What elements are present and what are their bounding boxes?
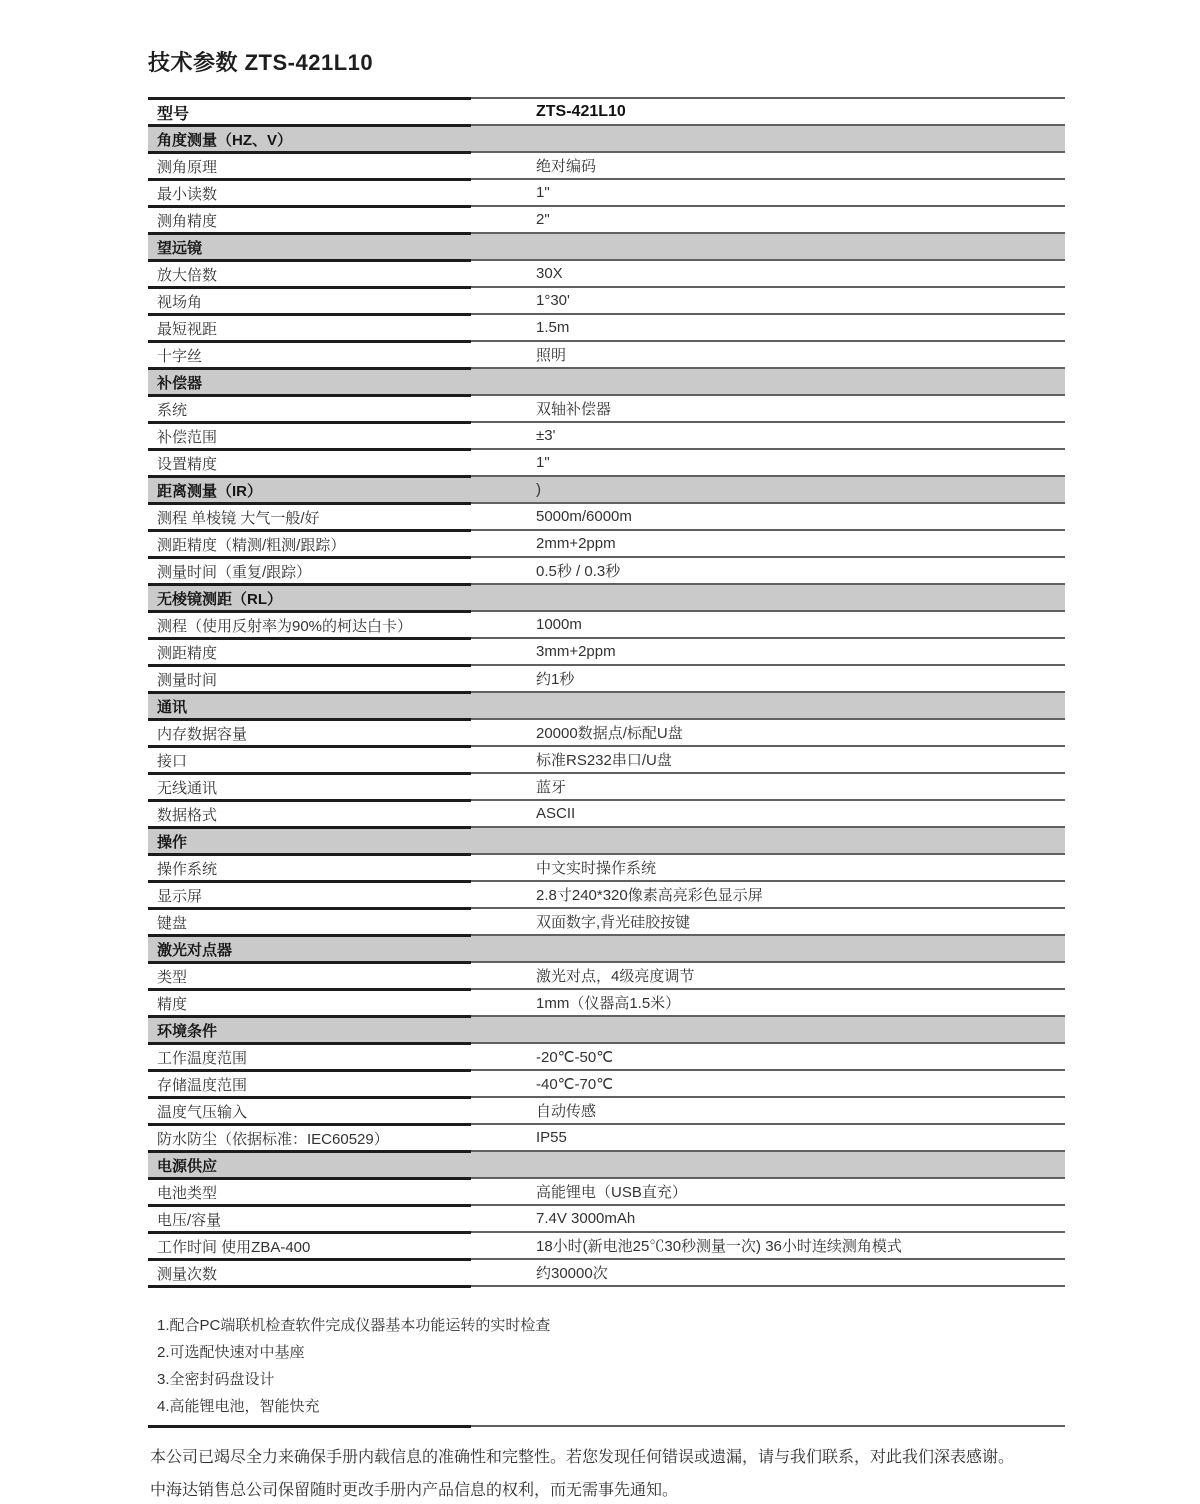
table-row — [148, 394, 1065, 421]
spec-value: 双面数字,背光硅胶按键 — [471, 907, 1065, 934]
spec-label: 键盘 — [148, 907, 471, 934]
table-row — [148, 1231, 1065, 1258]
table-row — [148, 1177, 1065, 1204]
spec-value — [471, 583, 1065, 610]
table-row — [148, 556, 1065, 583]
spec-value: 1" — [471, 178, 1065, 205]
section-row — [148, 934, 1065, 961]
table-row — [148, 988, 1065, 1015]
spec-value: 0.5秒 / 0.3秒 — [471, 556, 1065, 583]
spec-label: 补偿器 — [148, 367, 471, 394]
spec-label: 工作时间 使用ZBA-400 — [148, 1231, 471, 1258]
spec-value: 1mm（仪器高1.5米） — [471, 988, 1065, 1015]
table-row — [148, 97, 1065, 124]
table-bottom-border-right — [471, 1285, 1065, 1288]
table-row — [148, 340, 1065, 367]
spec-label: 环境条件 — [148, 1015, 471, 1042]
spec-value: 标准RS232串口/U盘 — [471, 745, 1065, 772]
table-row — [148, 880, 1065, 907]
table-row — [148, 502, 1065, 529]
table-row — [148, 1123, 1065, 1150]
section-row — [148, 1015, 1065, 1042]
table-row — [148, 1069, 1065, 1096]
spec-label: 激光对点器 — [148, 934, 471, 961]
spec-value: 1°30' — [471, 286, 1065, 313]
spec-value — [471, 1150, 1065, 1177]
footer-line: 中海达销售总公司保留随时更改手册内产品信息的权利，而无需事先通知。 — [150, 1482, 679, 1499]
spec-label: 型号 — [148, 97, 471, 124]
spec-value: 约1秒 — [471, 664, 1065, 691]
section-row — [148, 1150, 1065, 1177]
spec-label: 温度气压输入 — [148, 1096, 471, 1123]
section-row — [148, 826, 1065, 853]
footer-line: 本公司已竭尽全力来确保手册内载信息的准确性和完整性。若您发现任何错误或遗漏，请与我们联系，对此我们深表感谢。 — [150, 1449, 1015, 1466]
spec-label: 系统 — [148, 394, 471, 421]
notes-list — [157, 1312, 550, 1420]
table-row — [148, 772, 1065, 799]
spec-value: ZTS-421L10 — [471, 97, 1065, 124]
spec-value: 7.4V 3000mAh — [471, 1204, 1065, 1231]
spec-value: ASCII — [471, 799, 1065, 826]
spec-value: 3mm+2ppm — [471, 637, 1065, 664]
spec-label: 无线通讯 — [148, 772, 471, 799]
table-row — [148, 205, 1065, 232]
spec-label: 测量次数 — [148, 1258, 471, 1285]
spec-label: 数据格式 — [148, 799, 471, 826]
section-row — [148, 583, 1065, 610]
spec-label: 电源供应 — [148, 1150, 471, 1177]
spec-label: 视场角 — [148, 286, 471, 313]
spec-value: 双轴补偿器 — [471, 394, 1065, 421]
spec-value — [471, 1015, 1065, 1042]
spec-value — [471, 232, 1065, 259]
spec-value — [471, 934, 1065, 961]
table-row — [148, 664, 1065, 691]
spec-value: 20000数据点/标配U盘 — [471, 718, 1065, 745]
spec-value: 5000m/6000m — [471, 502, 1065, 529]
section-row — [148, 691, 1065, 718]
spec-label: 测程 单棱镜 大气一般/好 — [148, 502, 471, 529]
spec-value: 高能锂电（USB直充） — [471, 1177, 1065, 1204]
spec-label: 测距精度（精测/粗测/跟踪） — [148, 529, 471, 556]
spec-label: 类型 — [148, 961, 471, 988]
section-row — [148, 232, 1065, 259]
spec-value: ) — [471, 475, 1065, 502]
spec-value: 2mm+2ppm — [471, 529, 1065, 556]
spec-value: 1" — [471, 448, 1065, 475]
footer-divider — [148, 1425, 1065, 1428]
page-title: 技术参数 ZTS-421L10 — [148, 50, 374, 75]
spec-value: 自动传感 — [471, 1096, 1065, 1123]
table-row — [148, 313, 1065, 340]
note-item: 2.可选配快速对中基座 — [157, 1344, 305, 1361]
table-row — [148, 1258, 1065, 1285]
table-row — [148, 448, 1065, 475]
table-row — [148, 961, 1065, 988]
table-row — [148, 529, 1065, 556]
table-row — [148, 151, 1065, 178]
spec-value: 2" — [471, 205, 1065, 232]
spec-label: 通讯 — [148, 691, 471, 718]
table-row — [148, 637, 1065, 664]
spec-value: -20℃-50℃ — [471, 1042, 1065, 1069]
table-row — [148, 421, 1065, 448]
spec-label: 显示屏 — [148, 880, 471, 907]
table-row — [148, 610, 1065, 637]
spec-label: 操作系统 — [148, 853, 471, 880]
spec-value: 18小时(新电池25℃30秒测量一次) 36小时连续测角模式 — [471, 1231, 1065, 1258]
spec-label: 存储温度范围 — [148, 1069, 471, 1096]
spec-value: 激光对点，4级亮度调节 — [471, 961, 1065, 988]
spec-label: 测量时间 — [148, 664, 471, 691]
spec-table — [148, 97, 1065, 1288]
section-row — [148, 367, 1065, 394]
footer-text — [150, 1441, 1100, 1504]
spec-value: 蓝牙 — [471, 772, 1065, 799]
spec-label: 操作 — [148, 826, 471, 853]
table-bottom-border-left — [148, 1285, 471, 1288]
spec-label: 设置精度 — [148, 448, 471, 475]
note-item: 4.高能锂电池，智能快充 — [157, 1398, 320, 1415]
spec-label: 角度测量（HZ、V） — [148, 124, 471, 151]
table-row — [148, 745, 1065, 772]
spec-label: 测量时间（重复/跟踪） — [148, 556, 471, 583]
spec-label: 内存数据容量 — [148, 718, 471, 745]
spec-label: 最短视距 — [148, 313, 471, 340]
spec-label: 电压/容量 — [148, 1204, 471, 1231]
spec-label: 最小读数 — [148, 178, 471, 205]
table-bottom-border — [148, 1285, 1065, 1288]
spec-value: 绝对编码 — [471, 151, 1065, 178]
spec-value: 照明 — [471, 340, 1065, 367]
section-row — [148, 475, 1065, 502]
spec-value: 30X — [471, 259, 1065, 286]
table-row — [148, 178, 1065, 205]
spec-label: 精度 — [148, 988, 471, 1015]
table-row — [148, 718, 1065, 745]
spec-label: 测角精度 — [148, 205, 471, 232]
table-row — [148, 907, 1065, 934]
spec-label: 测距精度 — [148, 637, 471, 664]
spec-label: 测角原理 — [148, 151, 471, 178]
spec-label: 十字丝 — [148, 340, 471, 367]
spec-value — [471, 124, 1065, 151]
spec-value — [471, 826, 1065, 853]
note-item: 1.配合PC端联机检查软件完成仪器基本功能运转的实时检查 — [157, 1317, 551, 1334]
table-row — [148, 286, 1065, 313]
spec-label: 补偿范围 — [148, 421, 471, 448]
spec-value — [471, 691, 1065, 718]
footer-divider-left — [148, 1425, 471, 1428]
spec-value — [471, 367, 1065, 394]
spec-label: 无棱镜测距（RL） — [148, 583, 471, 610]
spec-value: 中文实时操作系统 — [471, 853, 1065, 880]
spec-value: -40℃-70℃ — [471, 1069, 1065, 1096]
table-row — [148, 799, 1065, 826]
table-row — [148, 1096, 1065, 1123]
spec-label: 电池类型 — [148, 1177, 471, 1204]
spec-label: 防水防尘（依据标准：IEC60529） — [148, 1123, 471, 1150]
table-row — [148, 1042, 1065, 1069]
spec-value: 约30000次 — [471, 1258, 1065, 1285]
table-row — [148, 1204, 1065, 1231]
table-row — [148, 259, 1065, 286]
spec-value: 2.8寸240*320像素高亮彩色显示屏 — [471, 880, 1065, 907]
spec-value: IP55 — [471, 1123, 1065, 1150]
spec-label: 放大倍数 — [148, 259, 471, 286]
note-item: 3.全密封码盘设计 — [157, 1371, 275, 1388]
spec-value: 1000m — [471, 610, 1065, 637]
spec-value: 1.5m — [471, 313, 1065, 340]
section-row — [148, 124, 1065, 151]
spec-label: 测程（使用反射率为90%的柯达白卡） — [148, 610, 471, 637]
footer-divider-right — [471, 1425, 1065, 1428]
table-row — [148, 853, 1065, 880]
spec-label: 接口 — [148, 745, 471, 772]
spec-label: 望远镜 — [148, 232, 471, 259]
spec-value: ±3' — [471, 421, 1065, 448]
spec-label: 工作温度范围 — [148, 1042, 471, 1069]
spec-label: 距离测量（IR） — [148, 475, 471, 502]
